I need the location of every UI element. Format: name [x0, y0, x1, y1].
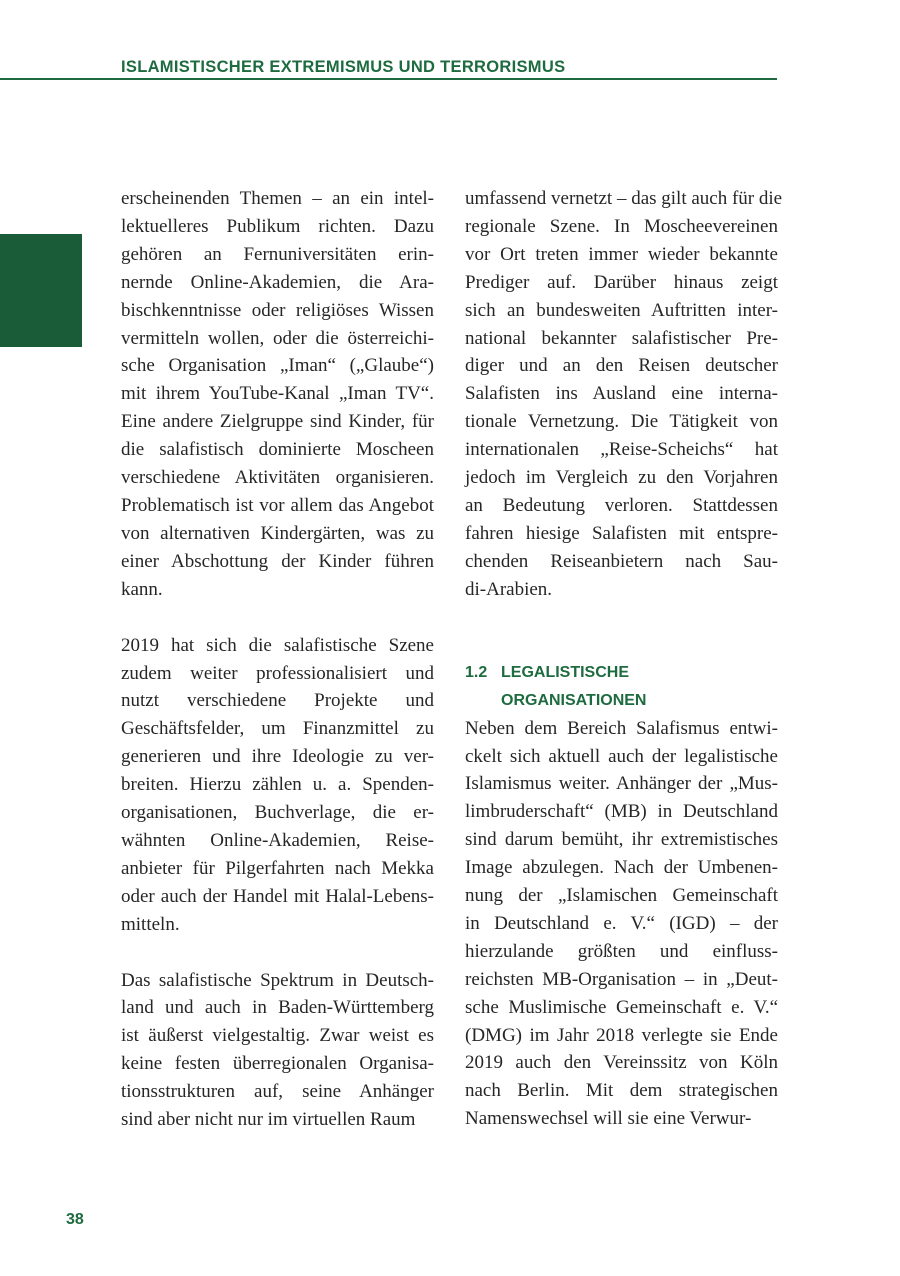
text-line: nutzt verschiedene Projekte und: [121, 690, 434, 712]
text-line: tionale Vernetzung. Die Tätigkeit von: [465, 411, 778, 433]
text-line: 2019 hat sich die salafistische Szene: [121, 634, 434, 656]
text-line: national bekannter salafistischer Pre-: [465, 327, 778, 349]
page-number: 38: [66, 1211, 84, 1228]
right-column: [465, 185, 783, 1133]
text-line: Salafisten ins Ausland eine interna-: [465, 383, 778, 405]
text-line: vermitteln wollen, oder die österreichi-: [121, 327, 434, 349]
text-line: Problematisch ist vor allem das Angebot: [121, 494, 434, 516]
text-line: mitteln.: [121, 913, 180, 935]
text-line: Das salafistische Spektrum in Deutsch-: [121, 969, 434, 991]
text-line: hierzulande größten und einfluss-: [465, 940, 778, 962]
text-line: Image abzulegen. Nach der Umbenen-: [465, 857, 778, 879]
text-line: Namenswechsel will sie eine Verwur-: [465, 1108, 752, 1130]
text-line: jedoch im Vergleich zu den Vorjahren: [465, 467, 778, 489]
text-line: diger und an den Reisen deutscher: [465, 355, 778, 377]
chapter-side-tab: [0, 234, 82, 347]
text-line: nach Berlin. Mit dem strategischen: [465, 1080, 778, 1102]
left-paragraph-3: [121, 967, 434, 1134]
right-paragraph-1: [465, 185, 783, 604]
header-rule: [0, 78, 777, 80]
text-line: nernde Online-Akademien, die Ara-: [121, 271, 434, 293]
text-line: (DMG) im Jahr 2018 verlegte sie Ende: [465, 1024, 778, 1046]
text-line: ckelt sich aktuell auch der legalistische: [465, 745, 778, 767]
text-line: Eine andere Zielgruppe sind Kinder, für: [121, 411, 434, 433]
text-line: fahren hiesige Salafisten mit entspre-: [465, 522, 778, 544]
text-line: von alternativen Kindergärten, was zu: [121, 522, 434, 544]
text-line: zudem weiter professionalisiert und: [121, 662, 434, 684]
text-line: an Bedeutung verloren. Stattdessen: [465, 494, 778, 516]
text-line: vor Ort treten immer wieder bekannte: [465, 243, 778, 265]
text-line: reichsten MB-Organisation – in „Deut-: [465, 968, 778, 990]
text-line: Islamismus weiter. Anhänger der „Mus-: [465, 773, 778, 795]
text-line: anbieter für Pilgerfahrten nach Mekka: [121, 857, 434, 879]
text-line: limbruderschaft“ (MB) in Deutschland: [465, 801, 778, 823]
text-line: regionale Szene. In Moscheevereinen: [465, 215, 778, 237]
text-line: lektuelleres Publikum richten. Dazu: [121, 215, 434, 237]
text-line: kann.: [121, 578, 163, 600]
left-paragraph-2: [121, 632, 434, 939]
text-line: generieren und ihre Ideologie zu ver-: [121, 746, 434, 768]
text-line: wähnten Online-Akademien, Reise-: [121, 829, 434, 851]
left-column: [121, 185, 434, 1134]
running-header-title: ISLAMISTISCHER EXTREMISMUS UND TERRORISMUS: [121, 58, 566, 76]
text-line: ist äußerst vielgestaltig. Zwar weist es: [121, 1025, 434, 1047]
left-paragraph-1: [121, 185, 434, 604]
text-line: oder auch der Handel mit Halal-Lebens-: [121, 885, 434, 907]
text-line: internationalen „Reise-Scheichs“ hat: [465, 439, 778, 461]
text-line: 2019 auch den Vereinssitz von Köln: [465, 1052, 778, 1074]
text-line: erscheinenden Themen – an ein intel-: [121, 188, 434, 209]
section-title-line-2: ORGANISATIONEN: [501, 691, 647, 709]
text-line: umfassend vernetzt – das gilt auch für die: [465, 188, 783, 209]
text-line: breiten. Hierzu zählen u. a. Spenden-: [121, 774, 434, 796]
text-line: die salafistisch dominierte Moscheen: [121, 439, 434, 461]
text-line: tionsstrukturen auf, seine Anhänger: [121, 1081, 434, 1103]
text-line: sind darum bemüht, ihr extremistisches: [465, 829, 778, 851]
text-line: sche Muslimische Gemeinschaft e. V.“: [465, 996, 778, 1018]
text-line: keine festen überregionalen Organisa-: [121, 1053, 434, 1075]
section-heading: [465, 659, 778, 715]
text-line: sche Organisation „Iman“ („Glaube“): [121, 355, 434, 377]
section-title-line-1: LEGALISTISCHE: [501, 663, 630, 681]
text-line: mit ihrem YouTube-Kanal „Iman TV“.: [121, 383, 434, 405]
text-line: Neben dem Bereich Salafismus entwi-: [465, 717, 778, 739]
text-line: di-Arabien.: [465, 578, 553, 600]
section-number: 1.2: [465, 663, 488, 681]
text-line: Prediger auf. Darüber hinaus zeigt: [465, 271, 778, 293]
text-line: in Deutschland e. V.“ (IGD) – der: [465, 912, 778, 934]
right-paragraph-2: [465, 715, 778, 1134]
text-line: sich an bundesweiten Auftritten inter-: [465, 299, 778, 321]
text-line: organisationen, Buchverlage, die er-: [121, 802, 434, 824]
text-line: chenden Reiseanbietern nach Sau-: [465, 550, 778, 572]
text-line: sind aber nicht nur im virtuellen Raum: [121, 1109, 416, 1131]
text-line: nung der „Islamischen Gemeinschaft: [465, 885, 778, 907]
text-line: Geschäftsfelder, um Finanzmittel zu: [121, 718, 434, 740]
text-line: bischkenntnisse oder religiöses Wissen: [121, 299, 434, 321]
text-line: einer Abschottung der Kinder führen: [121, 550, 434, 572]
text-line: gehören an Fernuniversitäten erin-: [121, 243, 434, 265]
text-line: verschiedene Aktivitäten organisieren.: [121, 467, 434, 489]
text-line: land und auch in Baden-Württemberg: [121, 997, 434, 1019]
